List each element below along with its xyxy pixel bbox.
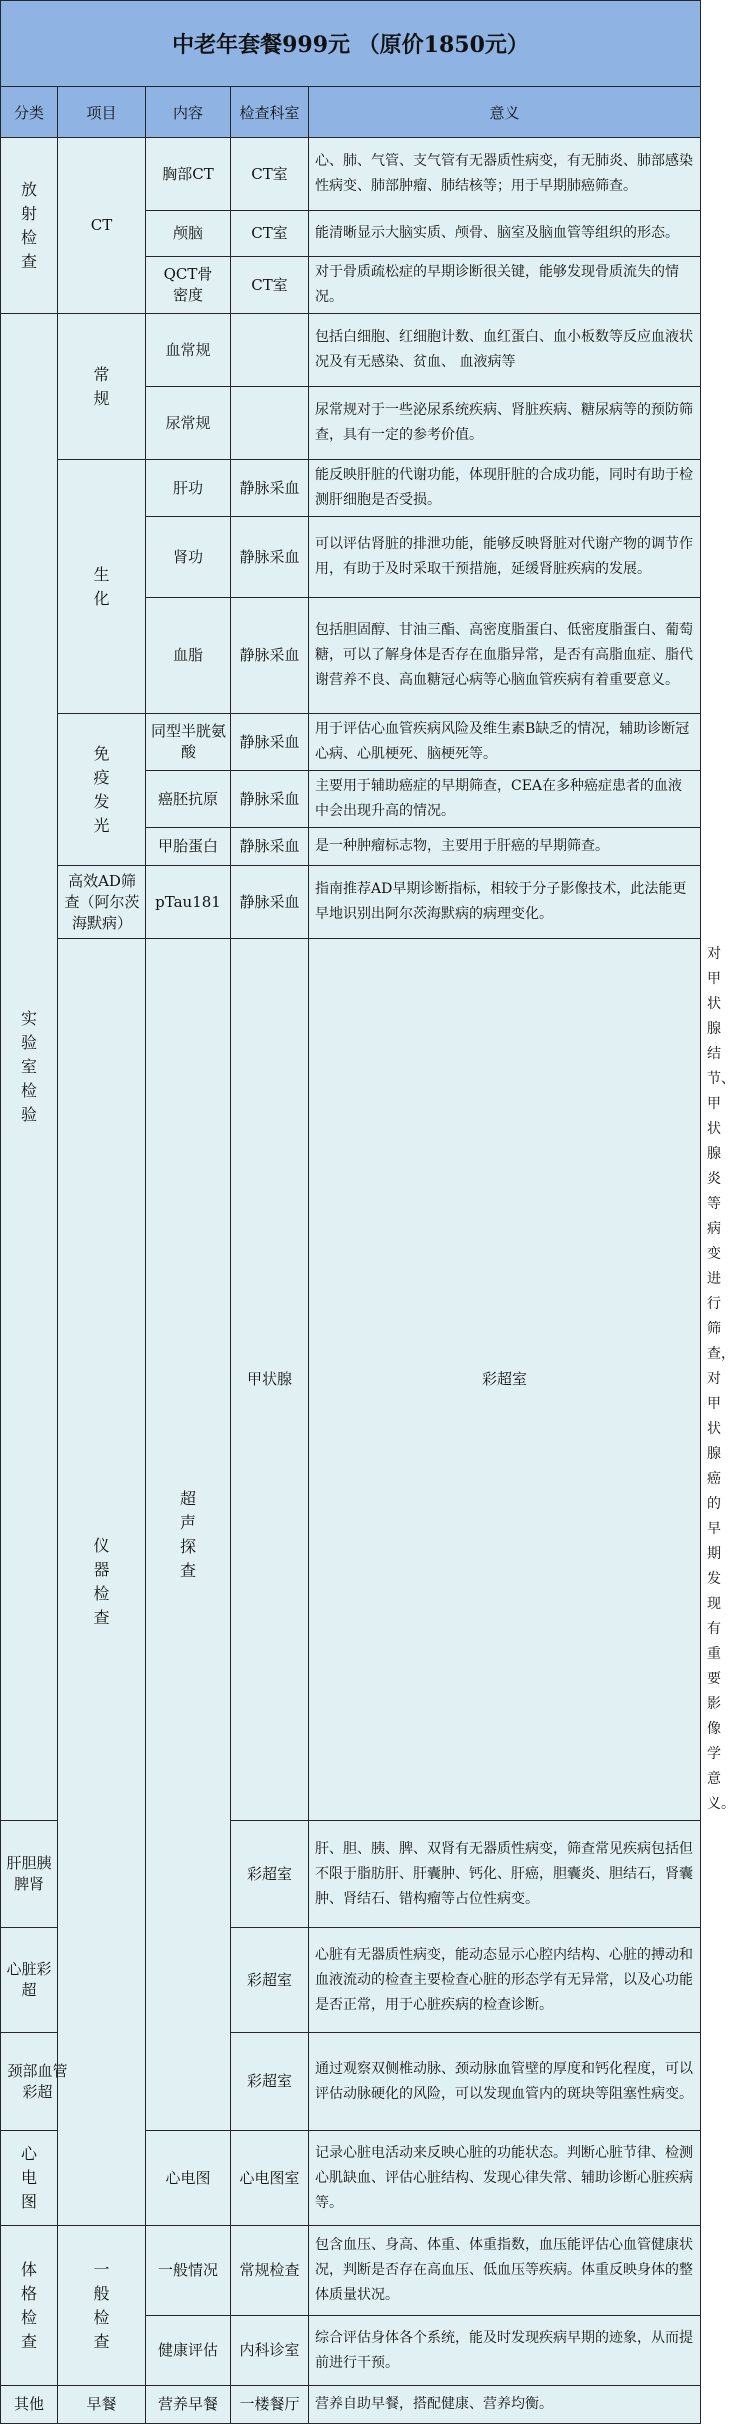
dept-cell: 心电图室 (231, 2131, 309, 2226)
title-row (1, 1, 701, 87)
table-row (1, 138, 701, 211)
project-cell (58, 714, 146, 866)
meaning-cell: 营养自助早餐，搭配健康、营养均衡。 (309, 2386, 701, 2424)
meaning-cell: 包括胆固醇、甘油三酯、高密度脂蛋白、低密度脂蛋白、葡萄糖，可以了解身体是否存在血脂异常，是否有高脂血症、脂代谢营养不良、高血糖冠心病等心脑血管疾病有着重要意义。 (309, 598, 701, 714)
project-label: 心电图 (21, 2144, 38, 2211)
project-cell (58, 460, 146, 714)
project-label: 高效AD筛查（阿尔茨海默病） (64, 871, 140, 932)
content-cell: 肝功 (146, 460, 231, 517)
header-meaning: 意义 (309, 87, 701, 138)
meaning-cell: 尿常规对于一些泌尿系统疾病、肾脏疾病、糖尿病等的预防筛查，具有一定的参考价值。 (309, 387, 701, 460)
dept-cell: 一楼餐厅 (231, 2386, 309, 2424)
project-label: 一般检查 (93, 2259, 110, 2351)
category-label: 放射检查 (21, 179, 38, 271)
dept-cell: 静脉采血 (231, 828, 309, 866)
meaning-cell: 心、肺、气管、支气管有无器质性病变，有无肺炎、肺部感染性病变、肺部肿瘤、肺结核等；用于早期肺癌筛查。 (309, 138, 701, 211)
project-label: 超声探查 (180, 1488, 197, 1580)
meaning-cell: 肝、胆、胰、脾、双肾有无器质性病变，筛查常见疾病包括但不限于脂肪肝、肝囊肿、钙化、肝癌，胆囊炎、胆结石，肾囊肿、肾结石、错构瘤等占位性病变。 (309, 1821, 701, 1928)
package-title: 中老年套餐999元 （原价1850元） (1, 1, 701, 87)
table-row (1, 2386, 701, 2424)
meaning-cell: 通过观察双侧椎动脉、颈动脉血管壁的厚度和钙化程度，可以评估动脉硬化的风险，可以发现血管内的斑块等阻塞性病变。 (309, 2033, 701, 2131)
meaning-cell: 可以评估肾脏的排泄功能，能够反映肾脏对代谢产物的调节作用，有助于及时采取干预措施，延缓肾脏疾病的发展。 (309, 517, 701, 598)
dept-cell: 静脉采血 (231, 866, 309, 939)
category-cell (1, 314, 58, 1821)
content-cell: pTau181 (146, 866, 231, 939)
content-cell (146, 257, 231, 314)
content-cell: 健康评估 (146, 2316, 231, 2386)
content-cell: 胸部CT (146, 138, 231, 211)
content-cell: 一般情况 (146, 2226, 231, 2316)
meaning-cell: 记录心脏电活动来反映心脏的功能状态。判断心脏节律、检测心肌缺血、评估心脏结构、发现心律失常、辅助诊断心脏疾病等。 (309, 2131, 701, 2226)
meaning-cell: 包括白细胞、红细胞计数、血红蛋白、血小板数等反应血液状况及有无感染、贫血、 血液病等 (309, 314, 701, 387)
dept-cell: CT室 (231, 211, 309, 257)
content-cell (146, 714, 231, 771)
content-cell (1, 2033, 68, 2131)
category-cell (58, 939, 146, 2226)
meaning-cell: 心脏有无器质性病变，能动态显示心腔内结构、心脏的搏动和血液流动的检查主要检查心脏的形态学有无异常，以及心功能是否正常，用于心脏疾病的检查诊断。 (309, 1928, 701, 2033)
dept-cell: 常规检查 (231, 2226, 309, 2316)
table-row (1, 866, 701, 939)
header-row (1, 87, 701, 138)
meaning-cell: 包含血压、身高、体重、体重指数，血压能评估心血管健康状况，判断是否存在高血压、低血压等疾病。体重反映身体的整体质量状况。 (309, 2226, 701, 2316)
category-label: 仪器检查 (93, 1536, 110, 1627)
content-cell: 尿常规 (146, 387, 231, 460)
meaning-cell: 用于评估心血管疾病风险及维生素B缺乏的情况，辅助诊断冠心病、心肌梗死、脑梗死等。 (309, 714, 701, 771)
table-row (1, 714, 701, 771)
dept-cell: CT室 (231, 257, 309, 314)
content-cell: 颅脑 (146, 211, 231, 257)
dept-cell: 彩超室 (231, 2033, 309, 2131)
dept-cell: 静脉采血 (231, 771, 309, 828)
dept-cell: 静脉采血 (231, 517, 309, 598)
dept-cell: 内科诊室 (231, 2316, 309, 2386)
content-label: QCT骨密度 (163, 265, 213, 304)
project-label: 生化 (93, 564, 110, 608)
content-label: 同型半胱氨酸 (151, 722, 227, 761)
content-cell: 血常规 (146, 314, 231, 387)
header-project: 项目 (58, 87, 146, 138)
dept-cell: 静脉采血 (231, 460, 309, 517)
dept-cell: 静脉采血 (231, 598, 309, 714)
category-cell (1, 138, 58, 314)
category-cell: 其他 (1, 2386, 58, 2424)
project-cell (1, 2131, 58, 2226)
header-content: 内容 (146, 87, 231, 138)
project-cell: 早餐 (58, 2386, 146, 2424)
meaning-cell: 是一种肿瘤标志物，主要用于肝癌的早期筛查。 (309, 828, 701, 866)
project-cell (58, 866, 146, 939)
content-cell: 心脏彩超 (1, 1928, 58, 2033)
project-cell (58, 314, 146, 460)
dept-cell: 彩超室 (231, 1821, 309, 1928)
table-row (1, 314, 701, 387)
table-row: 仪器检查 超声探查 甲状腺 彩超室 对甲状腺结节、甲状腺炎等病变进行筛查，对甲状腺癌的早期发现有重要影像学意义。 (1, 939, 701, 1821)
content-cell: 心电图 (146, 2131, 231, 2226)
header-dept: 检查科室 (231, 87, 309, 138)
dept-cell (231, 387, 309, 460)
dept-cell: 静脉采血 (231, 714, 309, 771)
meaning-cell: 指南推荐AD早期诊断指标，相较于分子影像技术，此法能更早地识别出阿尔茨海默病的病理变化。 (309, 866, 701, 939)
header-category: 分类 (1, 87, 58, 138)
content-cell: 血脂 (146, 598, 231, 714)
project-cell (146, 939, 231, 2131)
content-cell: 营养早餐 (146, 2386, 231, 2424)
category-label: 体格检查 (21, 2259, 38, 2351)
content-cell: 甲胎蛋白 (146, 828, 231, 866)
category-cell (1, 2226, 58, 2386)
meaning-cell: 能清晰显示大脑实质、颅骨、脑室及脑血管等组织的形态。 (309, 211, 701, 257)
category-label: 实验室检验 (21, 1009, 38, 1124)
dept-cell: CT室 (231, 138, 309, 211)
table-row (1, 2226, 701, 2316)
table-row (1, 460, 701, 517)
dept-cell: 彩超室 (309, 939, 701, 1821)
project-label: 免疫发光 (93, 743, 110, 835)
dept-cell (231, 314, 309, 387)
content-cell: 肾功 (146, 517, 231, 598)
meaning-cell: 对于骨质疏松症的早期诊断很关键，能够发现骨质流失的情况。 (309, 257, 701, 314)
project-cell (58, 2226, 146, 2386)
content-cell: 癌胚抗原 (146, 771, 231, 828)
project-cell: CT (58, 138, 146, 314)
dept-cell: 彩超室 (231, 1928, 309, 2033)
content-cell: 肝胆胰脾肾 (1, 1821, 58, 1928)
meaning-cell: 主要用于辅助癌症的早期筛查，CEA在多种癌症患者的血液中会出现升高的情况。 (309, 771, 701, 828)
content-cell: 甲状腺 (231, 939, 309, 1821)
content-label: 颈部血管彩超 (7, 2061, 68, 2101)
project-label: 常规 (93, 364, 110, 408)
meaning-cell: 能反映肝脏的代谢功能，体现肝脏的合成功能，同时有助于检测肝细胞是否受损。 (309, 460, 701, 517)
meaning-cell: 综合评估身体各个系统，能及时发现疾病早期的迹象，从而提前进行干预。 (309, 2316, 701, 2386)
